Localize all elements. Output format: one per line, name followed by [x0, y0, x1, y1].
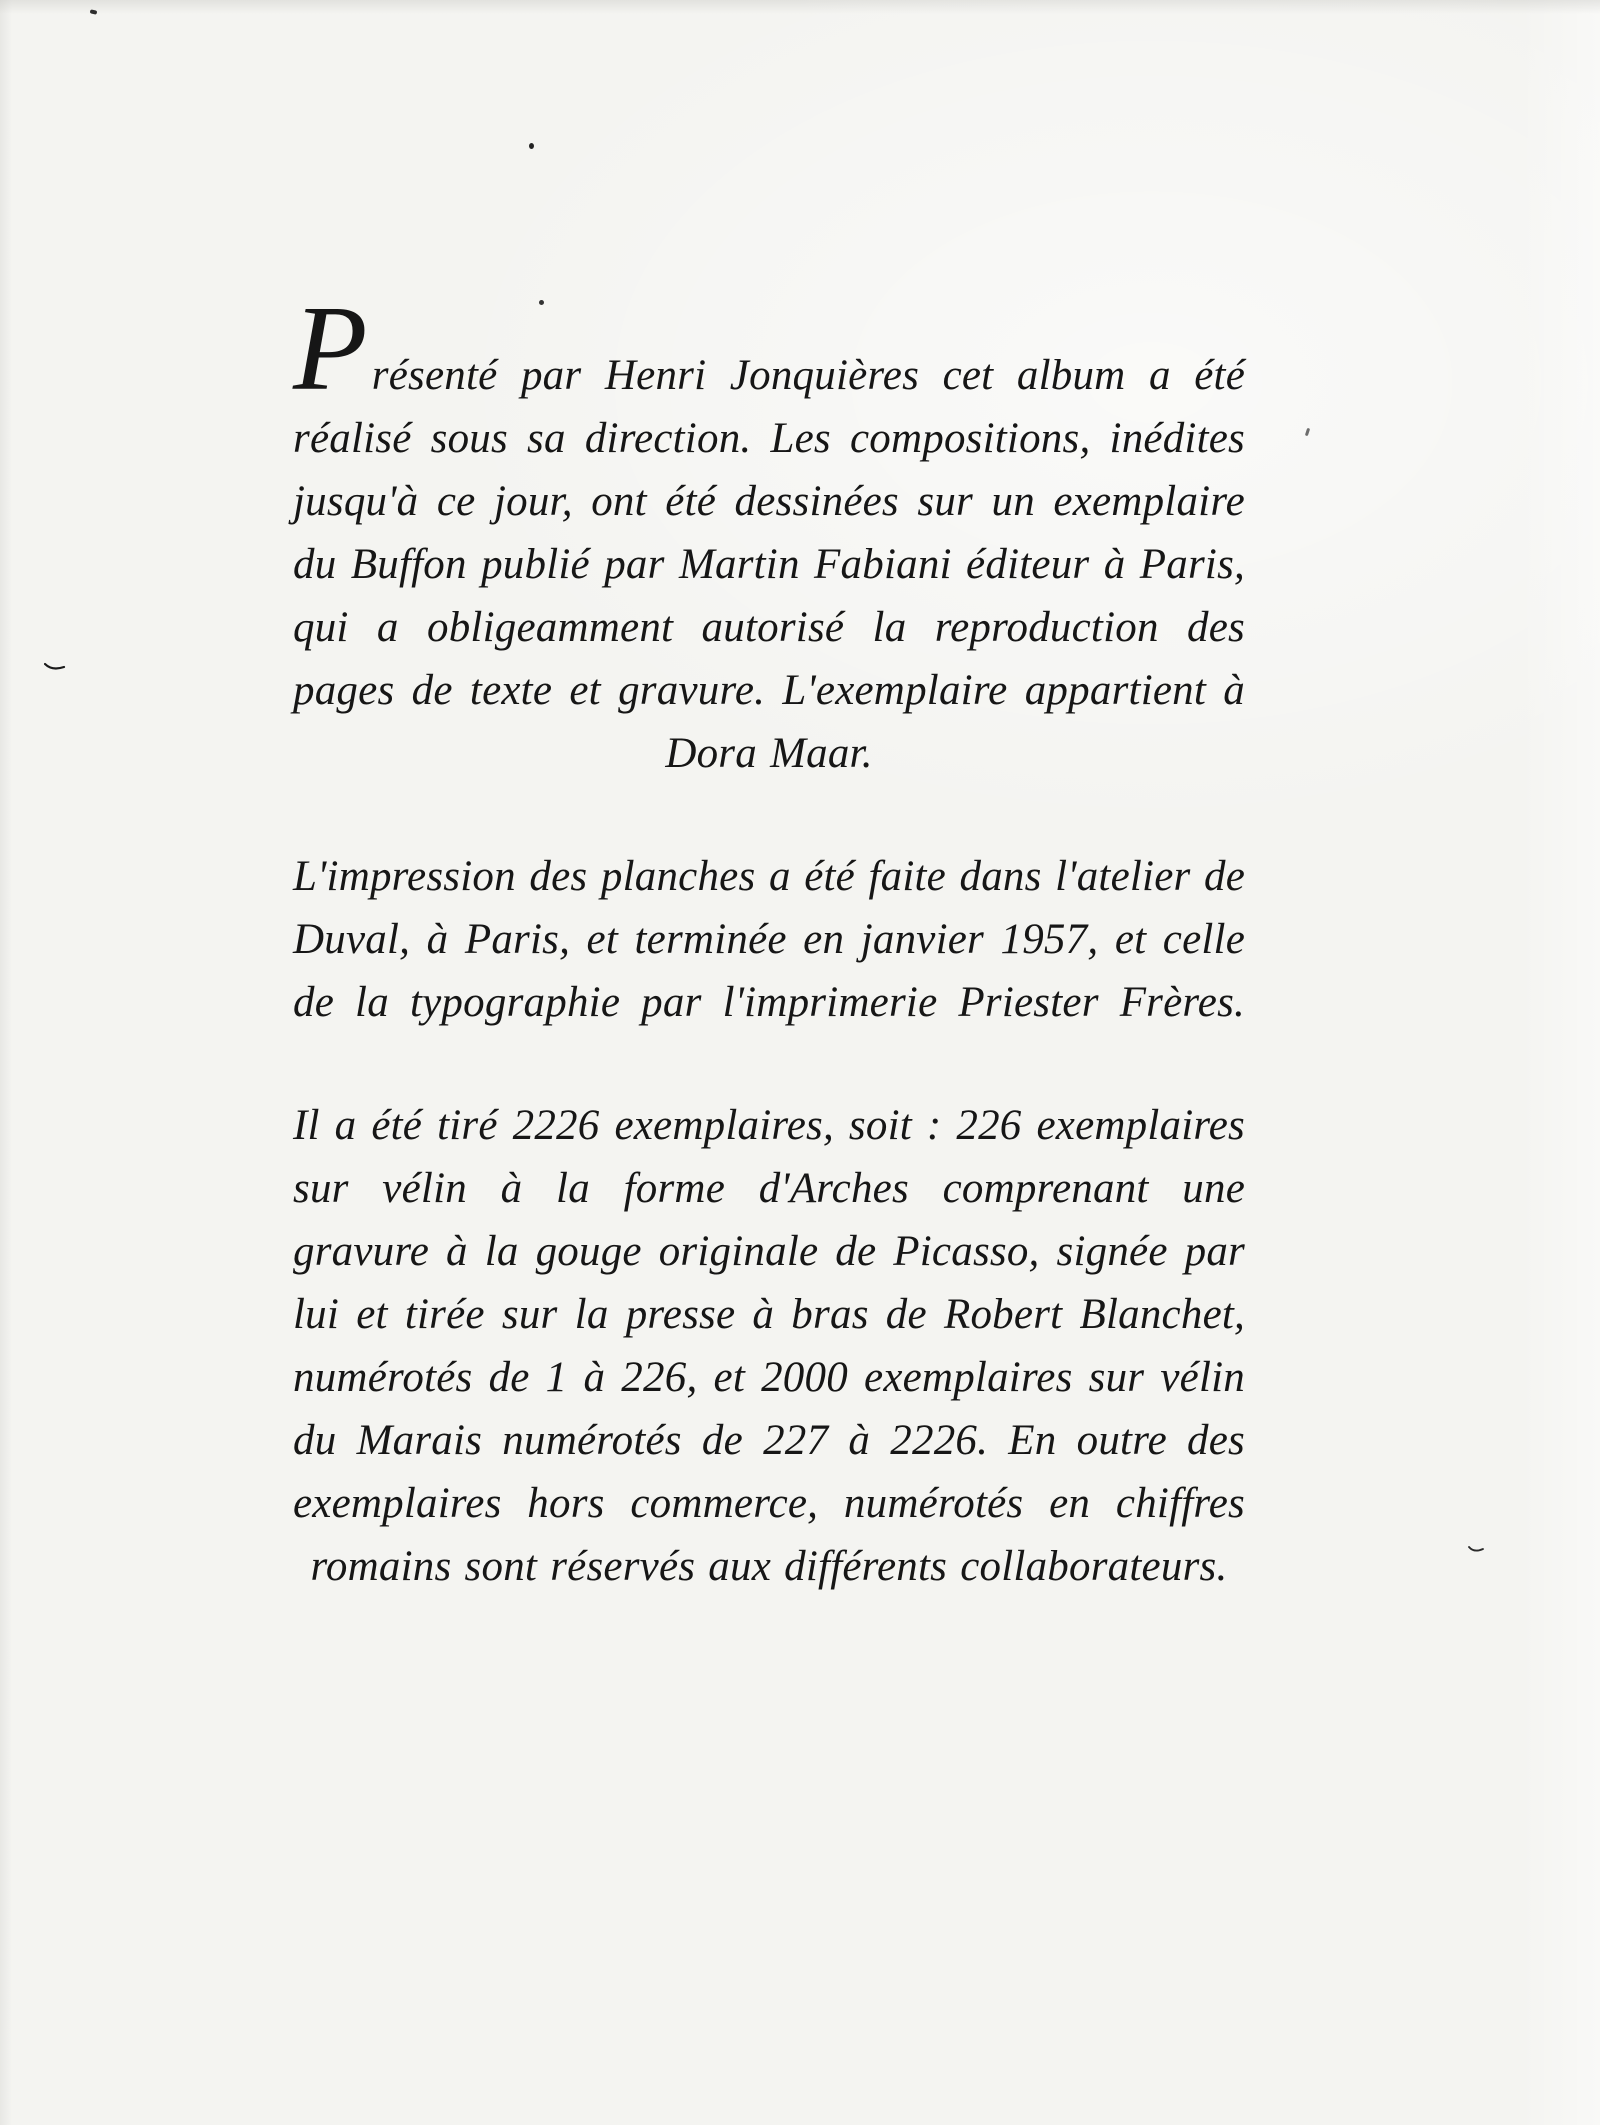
scan-speck-top-left: [90, 9, 98, 15]
scan-stroke-bottom-right: [1468, 1542, 1486, 1560]
scan-speck-right-margin: [1305, 428, 1310, 437]
paragraph-printing: L'impression des planches a été faite dans l'atelier de Duval, à Paris, et terminée en janvier 1957, et celle de la typographie par l'imprimerie Priester Frères.: [293, 853, 1245, 1026]
drop-cap-initial: P: [293, 281, 368, 416]
scan-speck-above-text: [539, 300, 544, 305]
colophon-text-block: [293, 281, 1245, 1598]
scan-stroke-left-margin: [44, 660, 66, 678]
paragraph-presentation-text: résenté par Henri Jonquières cet album a été réalisé sous sa direction. Les compositions, inédites jusqu'à ce jour, ont été dessinées sur un exemplaire du Buffon publié par Martin Fabiani éditeur à Paris, qui a obligeamment autorisé la reproduction des pages de texte et gravure. L'exemplaire appartient à Dora Maar.: [293, 352, 1245, 777]
scan-speck-top-center: [529, 143, 534, 149]
paragraph-presentation: [293, 281, 1245, 785]
paragraph-edition: Il a été tiré 2226 exemplaires, soit : 226 exemplaires sur vélin à la forme d'Arches comprenant une gravure à la gouge originale de Picasso, signée par lui et tirée sur la presse à bras de Robert Blanchet, numérotés de 1 à 226, et 2000 exemplaires sur vélin du Marais numérotés de 227 à 2226. En outre des exemplaires hors commerce, numérotés en chiffres romains sont réservés aux différents collaborateurs.: [293, 1102, 1245, 1590]
